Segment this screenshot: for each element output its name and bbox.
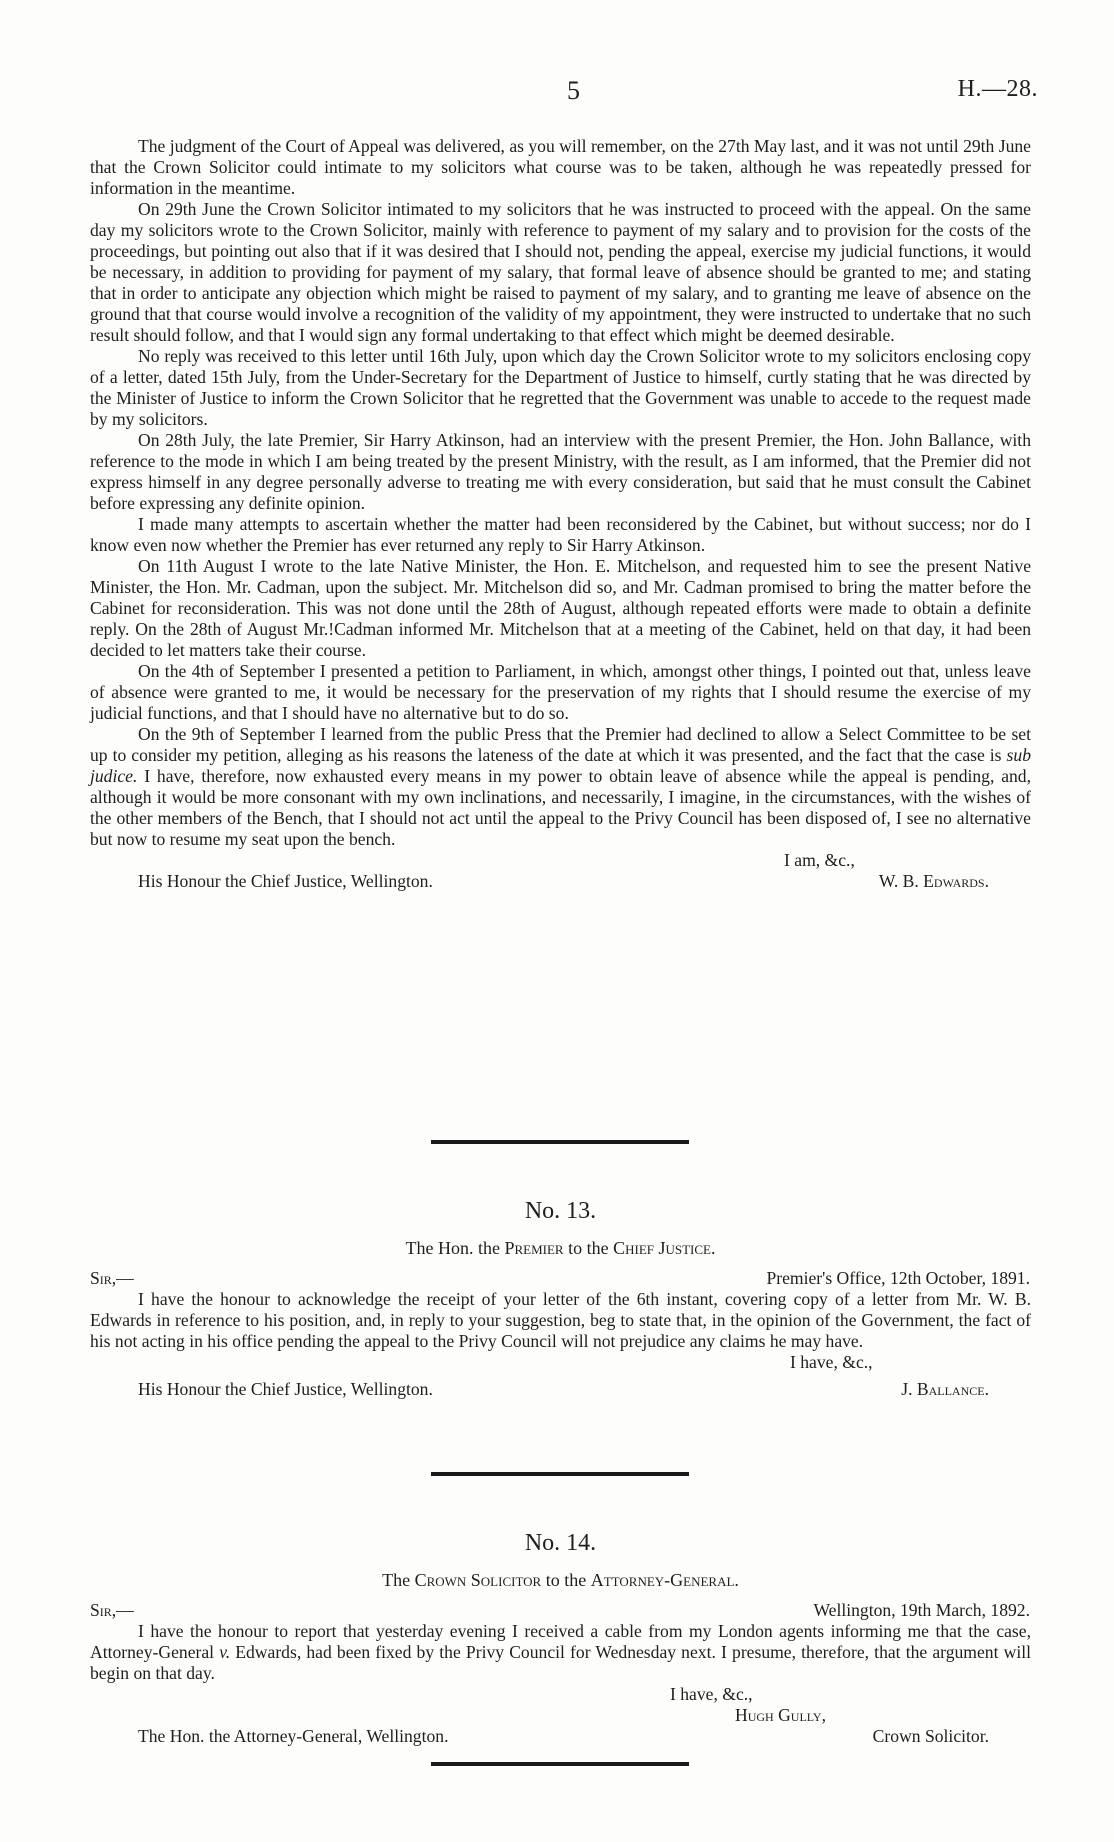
letter-14-title: [90, 1570, 1031, 1591]
closing-line: [90, 850, 1031, 871]
page-number: 5: [567, 76, 580, 105]
text-run: to the: [563, 1238, 614, 1258]
text-run: Crown Solicitor: [414, 1570, 542, 1590]
signature-line: [90, 871, 1031, 892]
paragraph: No reply was received to this letter until 16th July, upon which day the Crown Solicitor wrote to my solicitors enclosing copy of a letter, dated 15th July, from the Under-Secretary for the Department of Justice to himself, curtly stating that he was directed by the Minister of Justice to inform the Crown Solicitor that he regretted that the Government was unable to accede to the request made by my solicitors.: [90, 346, 1031, 429]
letter-12-body: [90, 136, 1031, 892]
letter-13-body: [90, 1289, 1031, 1400]
section-divider: [431, 1140, 689, 1144]
signatory-role: Crown Solicitor.: [872, 1726, 989, 1746]
text-run: The: [382, 1570, 415, 1590]
document-reference: H.—28.: [957, 76, 1038, 102]
text-run: Attorney-General.: [590, 1570, 739, 1590]
paragraph: I made many attempts to ascertain whether the matter had been reconsidered by the Cabinet, but without success; nor do I know even now whether the Premier has ever returned any reply to Sir Harry Atkinson.: [90, 514, 1031, 555]
section-divider: [431, 1762, 689, 1766]
salutation: Sir,—: [90, 1600, 134, 1620]
text-run: Chief Justice.: [613, 1238, 716, 1258]
closing-line: [90, 1684, 1031, 1705]
closing-line: [90, 1352, 1031, 1373]
paragraph: I have the honour to acknowledge the receipt of your letter of the 6th instant, covering copy of a letter from Mr. W. B. Edwards in reference to his position, and, in reply to your suggestion, beg to state that, in the opinion of the Government, the fact of his not acting in his office pending the appeal to the Privy Council will not prejudice any claims he may have.: [90, 1289, 1031, 1351]
text-run: I have the honour to report that yesterday evening I received a cable from my London agents informing me that the case, Attorney-General: [90, 1621, 1031, 1662]
text-run: The Hon. the: [405, 1238, 505, 1258]
closing: I have, &c.,: [790, 1352, 873, 1372]
italic-text: sub judice.: [90, 745, 1031, 786]
addressee-line: [90, 1726, 1031, 1747]
text-run: Hugh Gully,: [735, 1705, 826, 1725]
salutation: Sir,—: [90, 1268, 134, 1288]
letter-14-heading: No. 14.: [524, 1530, 597, 1556]
paragraph: The judgment of the Court of Appeal was delivered, as you will remember, on the 27th May last, and it was not until 29th June that the Crown Solicitor could intimate to my solicitors what course was to be taken, although he was repeatedly pressed for information in the meantime.: [90, 136, 1031, 198]
paragraph: On 29th June the Crown Solicitor intimated to my solicitors that he was instructed to proceed with the appeal. On the same day my solicitors wrote to the Crown Solicitor, mainly with reference to payment of my salary and to provision for the costs of the proceedings, but pointing out also that if it was desired that I should not, pending the appeal, exercise my judicial functions, it would be necessary, in addition to providing for payment of my salary, that formal leave of absence should be granted to me; and stating that in order to anticipate any objection which might be raised to payment of my salary, and to granting me leave of absence on the ground that that course would involve a recognition of the validity of my appointment, they were instructed to undertake that no such result should follow, and that I would sign any formal undertaking to that effect which might be deemed desirable.: [90, 199, 1031, 345]
paragraph: On 28th July, the late Premier, Sir Harry Atkinson, had an interview with the present Premier, the Hon. John Ballance, with reference to the mode in which I am being treated by the present Ministry, with the result, as I am informed, that the Premier did not express himself in any degree personally adverse to treating me with every consideration, but said that he must consult the Cabinet before expressing any definite opinion.: [90, 430, 1031, 513]
signature-line: [90, 1705, 1031, 1726]
text-run: Premier: [504, 1238, 564, 1258]
section-divider: [431, 1472, 689, 1476]
addressee: His Honour the Chief Justice, Wellington.: [138, 871, 433, 891]
text-run: to the: [541, 1570, 591, 1590]
text-run: I have, therefore, now exhausted every means in my power to obtain leave of absence while the appeal is pending, and, although it would be more consonant with my own inclinations, and necessarily, I imagine, in the circumstances, with the wishes of the other members of the Bench, that I should not act until the appeal to the Privy Council has been disposed of, I see no alternative but now to resume my seat upon the bench.: [90, 766, 1031, 849]
paragraph: [90, 1621, 1031, 1684]
place-date: Premier's Office, 12th October, 1891.: [766, 1268, 1030, 1288]
paragraph: On 11th August I wrote to the late Native Minister, the Hon. E. Mitchelson, and requested him to see the present Native Minister, the Hon. Mr. Cadman, upon the subject. Mr. Mitchelson did so, and Mr. Cadman promised to bring the matter before the Cabinet for reconsideration. This was not done until the 28th of August, although repeated efforts were made to obtain a definite reply. On the 28th of August Mr.!Cadman informed Mr. Mitchelson that at a meeting of the Cabinet, held on that day, it had been decided to let matters take their course.: [90, 556, 1031, 660]
text-run: Edwards, had been fixed by the Privy Council for Wednesday next. I presume, therefore, that the argument will begin on that day.: [90, 1642, 1031, 1683]
letter-14-body: [90, 1621, 1031, 1747]
letter-13-heading: No. 13.: [524, 1198, 597, 1224]
closing: I am, &c.,: [784, 850, 855, 870]
italic-text: v.: [219, 1642, 231, 1662]
text-run: On the 9th of September I learned from the public Press that the Premier had declined to allow a Select Committee to be set up to consider my petition, alleging as his reasons the lateness of the date at which it was presented, and the fact that the case is: [90, 724, 1031, 765]
paragraph: On the 4th of September I presented a petition to Parliament, in which, amongst other things, I pointed out that, unless leave of absence were granted to me, it would be necessary for the preservation of my rights that I should resume the exercise of my judicial functions, and that I should have no alternative but to do so.: [90, 661, 1031, 723]
signature: J. Ballance.: [901, 1379, 989, 1399]
addressee: The Hon. the Attorney-General, Wellington.: [138, 1726, 449, 1746]
signature: W. B. Edwards.: [878, 871, 989, 891]
paragraph: [90, 724, 1031, 850]
closing: I have, &c.,: [670, 1684, 753, 1704]
addressee: His Honour the Chief Justice, Wellington.: [138, 1379, 433, 1399]
letter-13-title: [90, 1238, 1031, 1259]
place-date: Wellington, 19th March, 1892.: [813, 1600, 1030, 1620]
signature-line: [90, 1379, 1031, 1400]
signature: [735, 1705, 826, 1726]
